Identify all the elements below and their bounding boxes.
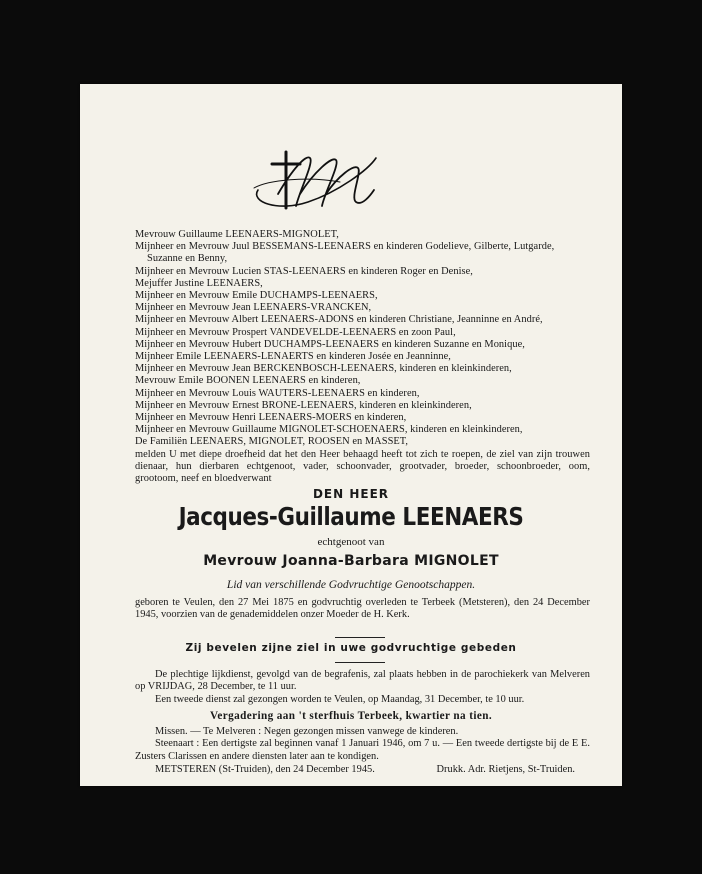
mourner-line: Mevrouw Emile BOONEN LEENAERS en kinderen, <box>135 375 361 387</box>
mourner-line: Mijnheer en Mevrouw Prospert VANDEVELDE-LEENAERS en zoon Paul, <box>135 326 456 338</box>
mourner-line: Mijnheer Emile LEENAERS-LENAERTS en kinderen Josée en Jeanninne, <box>135 351 451 363</box>
announcement-text: melden U met diepe droefheid dat het den Heer behaagd heeft tot zich te roepen, de ziel van zijn trouwen dienaar, hun dierbaren echtgenoot, vader, schoonvader, grootvader, broeder, schoonbroeder, oom, grootoom, neef en bloedverwant <box>135 448 590 485</box>
mourner-line: Mejuffer Justine LEENAERS, <box>135 277 263 289</box>
prayer-request: Zij bevelen zijne ziel in uwe godvruchtige gebeden <box>185 642 517 654</box>
mourners-list <box>135 229 590 485</box>
service-second: Een tweede dienst zal gezongen worden te Veulen, op Maandag, 31 December, te 10 uur. <box>155 693 525 705</box>
mourner-line: Mevrouw Guillaume LEENAERS-MIGNOLET, <box>135 229 339 240</box>
place-date: METSTEREN (St-Truiden), den 24 December 1945. <box>155 764 375 775</box>
mourner-line: Mijnheer en Mevrouw Ernest BRONE-LEENAERS, kinderen en kleinkinderen, <box>135 399 472 411</box>
masses-details <box>135 726 590 763</box>
birth-death-text: geboren te Veulen, den 27 Mei 1875 en godvruchtig overleden te Terbeek (Metsteren), den 24 December 1945, voorzien van de genademiddelen onzer Moeder de H. Kerk. <box>135 597 590 621</box>
mourner-line: Mijnheer en Mevrouw Jean BERCKENBOSCH-LEENAERS, kinderen en kleinkinderen, <box>135 363 512 375</box>
divider-top <box>335 637 385 638</box>
spouse-name: Mevrouw Joanna-Barbara MIGNOLET <box>203 553 499 569</box>
obituary-card <box>80 84 622 786</box>
service-first: De plechtige lijkdienst, gevolgd van de begrafenis, zal plaats hebben in de parochiekerk van Melveren op VRIJDAG, 28 December, te 11 uur. <box>135 669 590 693</box>
mourner-line: De Familiën LEENAERS, MIGNOLET, ROOSEN en MASSET, <box>135 436 409 448</box>
mourner-line: Mijnheer en Mevrouw Albert LEENAERS-ADONS en kinderen Christiane, Jeanninne en André, <box>135 314 543 326</box>
masses-second: Steenaart : Een dertigste zal beginnen vanaf 1 Januari 1946, om 7 u. — Een tweede dertigste bij de E E. Zusters Clarissen en andere diensten later aan te kondigen. <box>135 738 590 762</box>
sodality-line: Lid van verschillende Godvruchtige Genootschappen. <box>226 579 476 591</box>
printer-credit: Drukk. Adr. Rietjens, St-Truiden. <box>436 764 575 775</box>
service-details <box>135 669 590 706</box>
mourner-line: Mijnheer en Mevrouw Louis WAUTERS-LEENAERS en kinderen, <box>135 387 420 399</box>
mourner-line: Mijnheer en Mevrouw Juul BESSEMANS-LEENAERS en kinderen Godelieve, Gilberte, Lutgarde, <box>135 241 555 253</box>
divider-bottom <box>335 662 385 663</box>
deceased-name: Jacques-Guillaume LEENAERS <box>178 502 524 531</box>
mourner-line: Mijnheer en Mevrouw Henri LEENAERS-MOERS en kinderen, <box>135 412 407 424</box>
gathering-line: Vergadering aan 't sterfhuis Terbeek, kwartier na tien. <box>209 710 493 722</box>
title-prefix: DEN HEER <box>312 487 390 501</box>
mourner-line: Mijnheer en Mevrouw Hubert DUCHAMPS-LEENAERS en kinderen Suzanne en Monique, <box>135 338 525 350</box>
footer <box>155 764 575 775</box>
mourner-line: Mijnheer en Mevrouw Emile DUCHAMPS-LEENAERS, <box>135 290 378 302</box>
masses-first: Missen. — Te Melveren : Negen gezongen missen vanwege de kinderen. <box>155 726 459 737</box>
mourner-line: Mijnheer en Mevrouw Guillaume MIGNOLET-SCHOENAERS, kinderen en kleinkinderen, <box>135 424 523 436</box>
cross-monogram-icon <box>248 150 378 220</box>
mourner-line: Suzanne en Benny, <box>147 253 228 265</box>
mourner-line: Mijnheer en Mevrouw Jean LEENAERS-VRANCKEN, <box>135 302 372 314</box>
spouse-intro: echtgenoot van <box>317 536 385 548</box>
mourner-line: Mijnheer en Mevrouw Lucien STAS-LEENAERS en kinderen Roger en Denise, <box>135 265 473 277</box>
